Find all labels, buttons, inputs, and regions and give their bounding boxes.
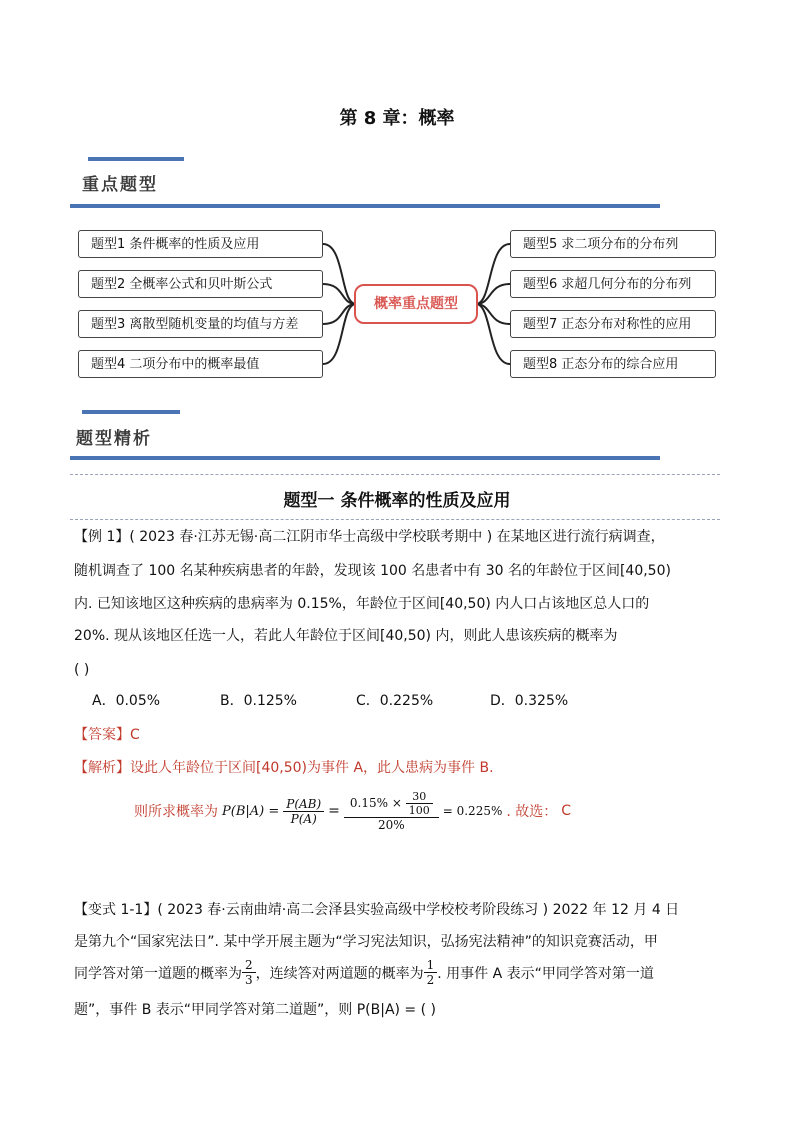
section2-top-bar (82, 410, 180, 414)
frac1-denominator: P(A) (290, 811, 317, 826)
mindmap-left-item-4: 题型4 二项分布中的概率最值 (78, 350, 323, 378)
example-line-5: ( ) (74, 662, 90, 678)
mindmap-left-item-2: 题型2 全概率公式和贝叶斯公式 (78, 270, 323, 298)
mindmap-center: 概率重点题型 (354, 284, 478, 324)
formula-suffix: . 故选： (506, 804, 558, 820)
section1-bottom-bar (70, 204, 660, 208)
connector-left-4 (323, 304, 356, 364)
chapter-title: 第 8 章：概率 (339, 108, 455, 129)
choice-b: B．0.125% (220, 693, 297, 709)
section2-heading: 题型精析 (76, 429, 152, 449)
analysis-row (74, 758, 494, 778)
variant-line-4: 题”，事件 B 表示“甲同学答对第二道题”，则 P(B|A) = ( ) (74, 1002, 436, 1018)
mindmap-right-item-5: 题型5 求二项分布的分布列 (510, 230, 716, 258)
example-line-4: 20%. 现从该地区任选一人，若此人年龄位于区间[40,50) 内，则此人患该疾病的概率为 (74, 628, 618, 644)
section2-bottom-bar (70, 456, 660, 460)
connector-right-1 (476, 244, 510, 304)
choice-d: D．0.325% (490, 693, 569, 709)
variant-line-2: 是第九个“国家宪法日”. 某中学开展主题为“学习宪法知识，弘扬宪法精神”的知识竞赛活动，甲 (74, 934, 658, 950)
section1-top-bar (88, 157, 184, 161)
mindmap-left-item-1: 题型1 条件概率的性质及应用 (78, 230, 323, 258)
variant-line-3b: ，连续答对两道题的概率为 (255, 965, 424, 982)
answer-label: 【答案】 (74, 727, 130, 743)
example-line-1: 【例 1】( 2023 春·江苏无锡·高二江阴市华士高级中学校联考期中 ) 在某地区进行流行病调查， (74, 529, 665, 545)
topic-title: 题型一 条件概率的性质及应用 (283, 491, 511, 511)
formula-fraction-2 (344, 790, 439, 832)
mindmap-right-item-6: 题型6 求超几何分布的分布列 (510, 270, 716, 298)
mindmap-left-item-3: 题型3 离散型随机变量的均值与方差 (78, 310, 323, 338)
formula-row (134, 790, 571, 832)
formula-equals: = (328, 803, 340, 819)
choice-c: C．0.225% (356, 693, 434, 709)
analysis-label: 【解析】 (74, 760, 130, 776)
variant-frac-a-num: 2 (242, 958, 256, 973)
formula-lhs: P(B|A) = (222, 803, 280, 819)
mindmap-right-item-8: 题型8 正态分布的综合应用 (510, 350, 716, 378)
mindmap-right-item-7: 题型7 正态分布对称性的应用 (510, 310, 716, 338)
formula-fraction-1 (283, 797, 324, 826)
frac2-denominator: 20% (377, 818, 405, 832)
formula-result: = 0.225% (442, 804, 503, 818)
variant-line-3 (74, 958, 654, 987)
example-line-3: 内. 已知该地区这种疾病的患病率为 0.15%，年龄位于区间[40,50) 内人口占该地区总人口的 (74, 596, 650, 612)
variant-frac-b-den: 2 (426, 973, 435, 987)
analysis-text: 设此人年龄位于区间[40,50)为事件 A，此人患病为事件 B. (130, 760, 494, 776)
dashed-divider-top (70, 474, 720, 475)
example-line-2: 随机调查了 100 名某种疾病患者的年龄，发现该 100 名患者中有 30 名的年龄位于区间[40,50) (74, 563, 671, 579)
variant-fraction-a (242, 958, 256, 987)
frac2-numerator-text: 0.15% × (349, 796, 402, 810)
dashed-divider-bottom (70, 519, 720, 520)
section1-heading: 重点题型 (82, 175, 158, 195)
variant-frac-a-den: 3 (245, 973, 253, 987)
variant-line-1: 【变式 1-1】( 2023 春·云南曲靖·高二会泽县实验高级中学校校考阶段练习 ) 2022 年 12 月 4 日 (74, 902, 680, 918)
frac2-inner-num: 30 (406, 790, 433, 804)
connector-right-4 (476, 304, 510, 364)
variant-line-3a: 同学答对第一道题的概率为 (74, 965, 242, 982)
connector-left-1 (323, 244, 356, 304)
answer-value: C (130, 727, 140, 743)
frac1-numerator: P(AB) (283, 797, 324, 812)
variant-fraction-b (424, 958, 438, 987)
frac2-numerator (344, 790, 439, 818)
variant-line-3c: . 用事件 A 表示“甲同学答对第一道 (437, 965, 654, 982)
formula-prefix: 则所求概率为 (134, 804, 218, 820)
formula-answer: C (561, 803, 572, 819)
frac2-inner-fraction (406, 790, 433, 817)
frac2-inner-den: 100 (408, 804, 430, 817)
choice-a: A．0.05% (92, 693, 161, 709)
answer-row (74, 725, 140, 745)
variant-frac-b-num: 1 (424, 958, 438, 973)
